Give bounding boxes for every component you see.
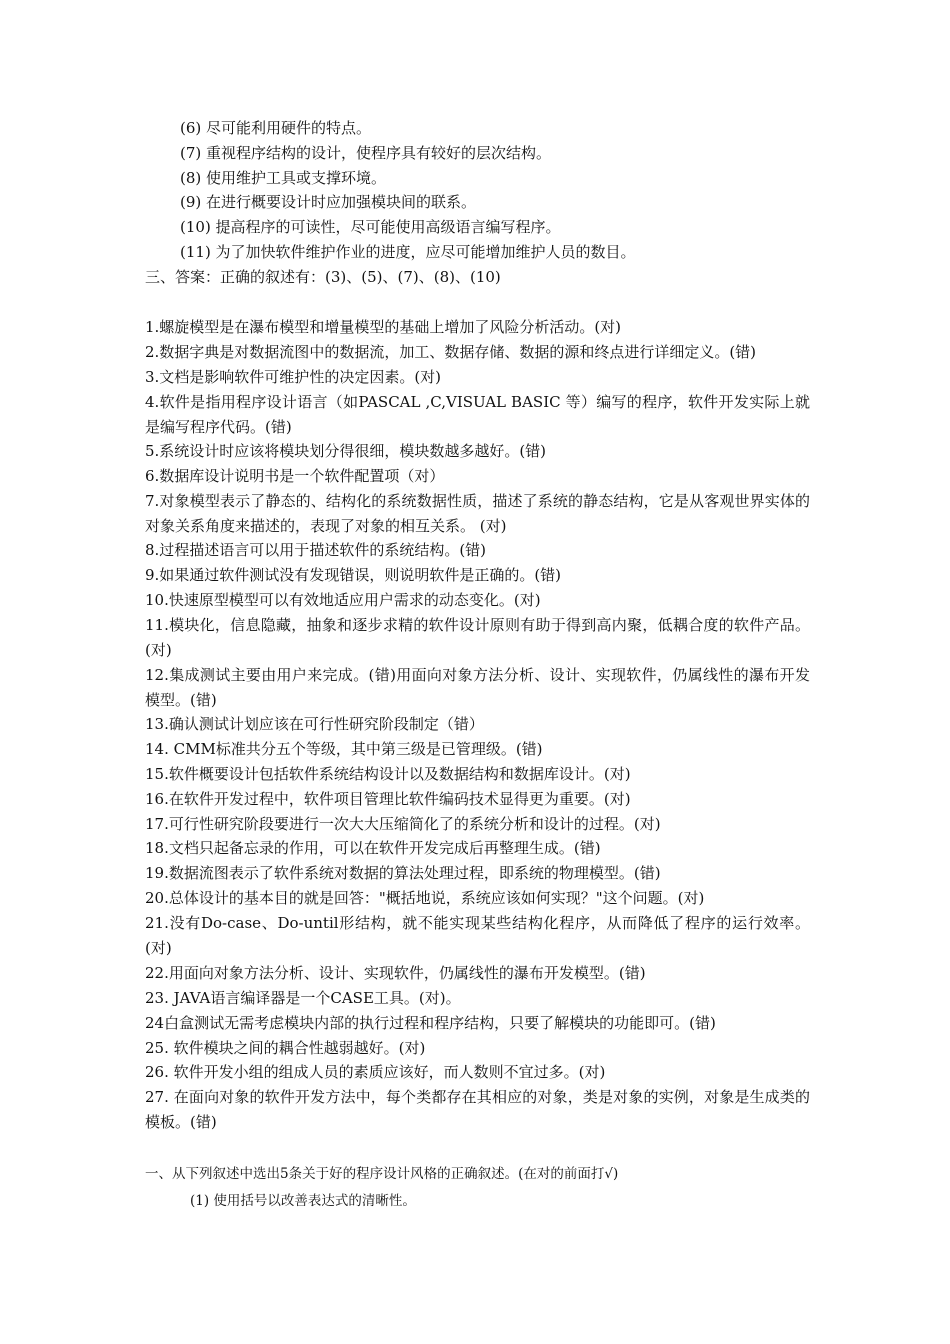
- statement-9: 9.如果通过软件测试没有发现错误，则说明软件是正确的。(错): [145, 566, 562, 584]
- statement-5: 5.系统设计时应该将模块划分得很细，模块数越多越好。(错): [145, 442, 547, 460]
- section-one-heading: 一、从下列叙述中选出5条关于好的程序设计风格的正确叙述。(在对的前面打√): [145, 1166, 619, 1182]
- statement-26: 26. 软件开发小组的组成人员的素质应该好，而人数则不宜过多。(对): [145, 1063, 606, 1081]
- statement-17: 17.可行性研究阶段要进行一次大大压缩简化了的系统分析和设计的过程。(对): [145, 815, 661, 833]
- statement-22: 22.用面向对象方法分析、设计、实现软件，仍属线性的瀑布开发模型。(错): [145, 964, 646, 982]
- statement-6: 6.数据库设计说明书是一个软件配置项（对）: [145, 467, 445, 485]
- statement-18: 18.文档只起备忘录的作用，可以在软件开发完成后再整理生成。(错): [145, 839, 601, 857]
- statement-12: 12.集成测试主要由用户来完成。(错)用面向对象方法分析、设计、实现软件，仍属线性的瀑布开发模型。(错): [145, 666, 810, 709]
- statement-3: 3.文档是影响软件可维护性的决定因素。(对): [145, 368, 442, 386]
- item-9: (9) 在进行概要设计时应加强模块间的联系。: [180, 193, 477, 211]
- statement-19: 19.数据流图表示了软件系统对数据的算法处理过程，即系统的物理模型。(错): [145, 864, 661, 882]
- statement-27: 27. 在面向对象的软件开发方法中，每个类都存在其相应的对象，类是对象的实例，对象是生成类的模板。(错): [145, 1088, 810, 1131]
- item-10: (10) 提高程序的可读性，尽可能使用高级语言编写程序。: [180, 218, 561, 236]
- statement-13: 13.确认测试计划应该在可行性研究阶段制定（错）: [145, 715, 484, 733]
- statement-2: 2.数据字典是对数据流图中的数据流，加工、数据存储、数据的源和终点进行详细定义。(错): [145, 343, 757, 361]
- section-one-item-1: (1) 使用括号以改善表达式的清晰性。: [190, 1193, 416, 1209]
- statement-21: 21.没有Do-case、Do-until形结构，就不能实现某些结构化程序，从而降低了程序的运行效率。(对): [145, 914, 810, 957]
- statement-23: 23. JAVA语言编译器是一个CASE工具。(对)。: [145, 989, 461, 1007]
- statement-20: 20.总体设计的基本目的就是回答："概括地说，系统应该如何实现？"这个问题。(对): [145, 889, 705, 907]
- statement-7: 7.对象模型表示了静态的、结构化的系统数据性质，描述了系统的静态结构，它是从客观世界实体的对象关系角度来描述的，表现了对象的相互关系。 (对): [145, 492, 810, 535]
- statement-8: 8.过程描述语言可以用于描述软件的系统结构。(错): [145, 541, 487, 559]
- answer-line: 三、答案：正确的叙述有：(3)、(5)、(7)、(8)、(10): [145, 268, 501, 286]
- item-8: (8) 使用维护工具或支撑环境。: [180, 169, 387, 187]
- statement-4: 4.软件是指用程序设计语言（如PASCAL ,C,VISUAL BASIC 等）编写的程序，软件开发实际上就是编写程序代码。(错): [145, 393, 810, 436]
- statement-1: 1.螺旋模型是在瀑布模型和增量模型的基础上增加了风险分析活动。(对): [145, 318, 622, 336]
- statement-16: 16.在软件开发过程中，软件项目管理比软件编码技术显得更为重要。(对): [145, 790, 631, 808]
- item-6: (6) 尽可能利用硬件的特点。: [180, 119, 372, 137]
- statement-15: 15.软件概要设计包括软件系统结构设计以及数据结构和数据库设计。(对): [145, 765, 631, 783]
- statement-11: 11.模块化，信息隐藏，抽象和逐步求精的软件设计原则有助于得到高内聚，低耦合度的软件产品。(对): [145, 616, 810, 659]
- item-7: (7) 重视程序结构的设计，使程序具有较好的层次结构。: [180, 144, 552, 162]
- statement-24: 24白盒测试无需考虑模块内部的执行过程和程序结构，只要了解模块的功能即可。(错): [145, 1014, 716, 1032]
- item-11: (11) 为了加快软件维护作业的进度，应尽可能增加维护人员的数目。: [180, 243, 636, 261]
- statement-25: 25. 软件模块之间的耦合性越弱越好。(对): [145, 1039, 426, 1057]
- statement-14: 14. CMM标准共分五个等级，其中第三级是已管理级。(错): [145, 740, 543, 758]
- statement-10: 10.快速原型模型可以有效地适应用户需求的动态变化。(对): [145, 591, 541, 609]
